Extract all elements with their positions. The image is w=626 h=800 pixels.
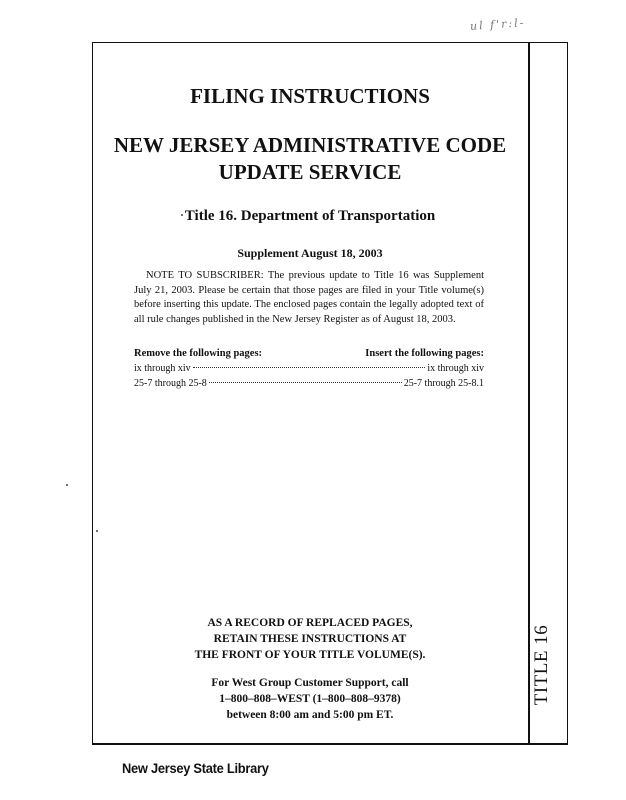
support-line1: For West Group Customer Support, call [211, 677, 409, 689]
insert-pages-cell: 25-7 through 25-8.1 [403, 378, 484, 389]
handwritten-note: ul f'r:l- [469, 16, 526, 33]
scan-speck [181, 214, 183, 216]
code-title-line1: NEW JERSEY ADMINISTRATIVE CODE [113, 133, 507, 157]
scan-speck [96, 530, 98, 532]
table-row [134, 363, 484, 374]
table-row [134, 378, 484, 389]
library-stamp: New Jersey State Library [122, 760, 269, 776]
remove-pages-cell: 25-7 through 25-8 [134, 378, 207, 389]
support-line2: 1–800–808–WEST (1–800–808–9378) [219, 693, 401, 705]
record-line3: THE FRONT OF YOUR TITLE VOLUME(S). [194, 649, 426, 661]
record-line2: RETAIN THESE INSTRUCTIONS AT [213, 633, 407, 645]
remove-pages-header: Remove the following pages: [134, 348, 263, 359]
subscriber-note-text: NOTE TO SUBSCRIBER: The previous update to Title 16 was Supplement July 21, 2003. Please be certain that those pages are filed in your Title volume(s) before inserting this update. The enclosed pages contain the legally adopted text of all rule changes published in the New Jersey Register as of August 18, 2003. [134, 270, 484, 325]
insert-pages-cell: ix through xiv [427, 363, 484, 374]
code-title [92, 132, 528, 186]
support-line3: between 8:00 am and 5:00 pm ET. [226, 709, 394, 721]
insert-pages-header: Insert the following pages: [365, 348, 484, 359]
scan-speck [66, 484, 68, 486]
title-subtitle: Title 16. Department of Transportation [184, 208, 436, 224]
supplement-date: Supplement August 18, 2003 [237, 246, 383, 260]
customer-support [92, 675, 528, 723]
record-instructions [92, 615, 528, 663]
code-title-line2: UPDATE SERVICE [218, 160, 402, 184]
frame-bottom-rule [92, 744, 568, 745]
title-tab-label: TITLE 16 [531, 624, 552, 706]
record-line1: AS A RECORD OF REPLACED PAGES, [207, 617, 413, 629]
pages-table-header [134, 348, 484, 359]
page-title: FILING INSTRUCTIONS [190, 84, 430, 108]
title-tab [522, 610, 562, 720]
dot-leader [209, 382, 402, 383]
remove-pages-cell: ix through xiv [134, 363, 191, 374]
dot-leader [193, 367, 426, 368]
subscriber-note [134, 269, 484, 327]
